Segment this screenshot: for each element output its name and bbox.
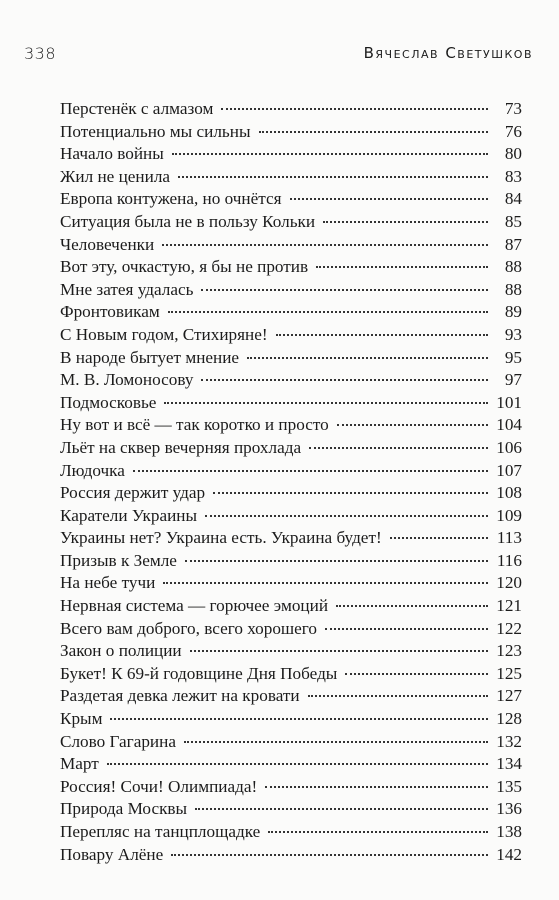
dot-leader — [308, 695, 488, 697]
toc-entry-title: Подмосковье — [60, 392, 157, 412]
page-header — [24, 36, 533, 70]
dot-leader — [213, 492, 488, 494]
dot-leader — [390, 537, 488, 539]
toc-entry — [60, 392, 522, 415]
toc-entry — [60, 121, 522, 144]
toc-entry — [60, 437, 522, 460]
toc-entry-page-number: 73 — [504, 99, 522, 118]
dot-leader — [171, 854, 488, 856]
toc-entry-title: В народе бытует мнение — [60, 347, 240, 367]
toc-entry-page-number: 132 — [496, 731, 522, 751]
dot-leader — [316, 266, 488, 268]
toc-entry — [60, 708, 522, 731]
dot-leader — [185, 560, 488, 562]
toc-entry-page-number: 107 — [496, 460, 522, 480]
toc-entry — [60, 324, 522, 347]
dot-leader — [107, 763, 488, 765]
toc-entry-page-number: 88 — [504, 279, 522, 299]
dot-leader — [276, 334, 488, 336]
dot-leader — [205, 515, 488, 517]
dot-leader — [337, 424, 488, 426]
dot-leader — [323, 221, 488, 223]
dot-leader — [201, 379, 488, 381]
toc-entry-title: Жил не ценила — [60, 166, 171, 186]
toc-entry-page-number: 108 — [496, 483, 522, 503]
toc-entry — [60, 482, 522, 505]
toc-entry-page-number: 127 — [496, 686, 522, 706]
toc-entry-page-number: 83 — [504, 166, 522, 186]
toc-entry — [60, 460, 522, 483]
dot-leader — [163, 582, 488, 584]
toc-entry-title: Ситуация была не в пользу Кольки — [60, 211, 316, 231]
toc-entry — [60, 753, 522, 776]
toc-entry-title: Россия! Сочи! Олимпиада! — [60, 776, 258, 796]
toc-entry-page-number: 80 — [504, 144, 522, 164]
dot-leader — [162, 244, 488, 246]
toc-entry-title: Природа Москвы — [60, 799, 188, 819]
toc-entry-page-number: 101 — [496, 392, 522, 412]
toc-entry-title: Букет! К 69-й годовщине Дня Победы — [60, 663, 338, 683]
toc-entry-title: Европа контужена, но очнётся — [60, 189, 282, 209]
dot-leader — [290, 198, 488, 200]
toc-entry — [60, 821, 522, 844]
page-number: 338 — [24, 43, 57, 63]
toc-entry — [60, 188, 522, 211]
toc-entry-page-number: 104 — [496, 415, 522, 435]
toc-entry-page-number: 123 — [496, 641, 522, 661]
dot-leader — [190, 650, 488, 652]
toc-entry-title: Каратели Украины — [60, 505, 198, 525]
toc-entry-title: Слово Гагарина — [60, 731, 176, 751]
toc-entry — [60, 618, 522, 641]
toc-entry-title: Вот эту, очкастую, я бы не против — [60, 257, 309, 277]
toc-entry — [60, 731, 522, 754]
toc-entry-page-number: 116 — [496, 550, 522, 570]
toc-entry-page-number: 106 — [496, 437, 522, 457]
running-head-author: Вячеслав Светушков — [363, 44, 533, 62]
toc-entry-title: Льёт на сквер вечерняя прохлада — [60, 437, 302, 457]
toc-entry-title: Закон о полиции — [60, 641, 182, 661]
dot-leader — [345, 673, 488, 675]
toc-entry-page-number: 87 — [504, 234, 522, 254]
dot-leader — [168, 311, 488, 313]
toc-entry — [60, 663, 522, 686]
toc-entry-title: Человеченки — [60, 234, 155, 254]
toc-entry-title: Повару Алёне — [60, 844, 164, 864]
dot-leader — [336, 605, 488, 607]
dot-leader — [325, 628, 488, 630]
toc-entry — [60, 301, 522, 324]
toc-entry-page-number: 93 — [504, 324, 522, 344]
dot-leader — [201, 289, 488, 291]
toc-entry-page-number: 135 — [496, 776, 522, 796]
toc-entry-title: Людочка — [60, 460, 125, 480]
toc-entry-title: Нервная система — горючее эмоций — [60, 596, 329, 616]
toc-entry — [60, 414, 522, 437]
dot-leader — [195, 808, 488, 810]
toc-entry — [60, 776, 522, 799]
toc-entry — [60, 505, 522, 528]
toc-entry — [60, 640, 522, 663]
toc-entry — [60, 550, 522, 573]
toc-entry-title: Россия держит удар — [60, 483, 206, 503]
dot-leader — [247, 357, 488, 359]
dot-leader — [221, 108, 488, 110]
toc-entry-page-number: 142 — [496, 844, 522, 864]
toc-entry — [60, 166, 522, 189]
toc-entry-title: Фронтовикам — [60, 302, 160, 322]
toc-entry-page-number: 121 — [496, 596, 522, 616]
toc-entry — [60, 798, 522, 821]
dot-leader — [133, 470, 488, 472]
dot-leader — [178, 176, 488, 178]
toc-entry-page-number: 125 — [496, 663, 522, 683]
dot-leader — [268, 831, 488, 833]
toc-entry — [60, 279, 522, 302]
toc-entry-page-number: 113 — [496, 528, 522, 548]
toc-entry-title: Потенциально мы сильны — [60, 121, 251, 141]
toc-entry — [60, 143, 522, 166]
toc-entry-title: Март — [60, 754, 99, 774]
table-of-contents — [60, 98, 522, 866]
dot-leader — [110, 718, 488, 720]
dot-leader — [172, 153, 488, 155]
toc-entry-page-number: 85 — [504, 211, 522, 231]
toc-entry-page-number: 76 — [504, 121, 522, 141]
toc-entry — [60, 256, 522, 279]
dot-leader — [184, 741, 488, 743]
toc-entry — [60, 211, 522, 234]
toc-entry-title: Начало войны — [60, 144, 164, 164]
toc-entry-page-number: 128 — [496, 709, 522, 729]
toc-entry — [60, 685, 522, 708]
toc-entry — [60, 572, 522, 595]
toc-entry-title: Призыв к Земле — [60, 550, 177, 570]
toc-entry — [60, 595, 522, 618]
toc-entry-page-number: 95 — [504, 347, 522, 367]
toc-entry-page-number: 89 — [504, 302, 522, 322]
toc-entry-page-number: 88 — [504, 257, 522, 277]
toc-entry-title: М. В. Ломоносову — [60, 370, 194, 390]
toc-entry-page-number: 97 — [504, 370, 522, 390]
toc-entry-title: Украины нет? Украина есть. Украина будет! — [60, 528, 382, 548]
toc-entry-title: На небе тучи — [60, 573, 156, 593]
toc-entry-page-number: 138 — [496, 822, 522, 841]
toc-entry-page-number: 109 — [496, 505, 522, 525]
dot-leader — [259, 131, 488, 133]
dot-leader — [309, 447, 488, 449]
toc-entry-title: Всего вам доброго, всего хорошего — [60, 618, 318, 638]
toc-entry — [60, 369, 522, 392]
toc-entry-title: Мне затея удалась — [60, 279, 194, 299]
toc-entry — [60, 98, 522, 121]
toc-entry-title: Крым — [60, 709, 103, 729]
toc-entry-title: Перепляс на танцплощадке — [60, 822, 261, 841]
toc-entry — [60, 347, 522, 370]
dot-leader — [265, 786, 488, 788]
toc-entry-page-number: 134 — [496, 754, 522, 774]
toc-entry-title: Перстенёк с алмазом — [60, 99, 214, 118]
toc-entry-page-number: 136 — [496, 799, 522, 819]
toc-entry-title: С Новым годом, Стихиряне! — [60, 324, 268, 344]
toc-entry-title: Ну вот и всё — так коротко и просто — [60, 415, 329, 435]
toc-entry-title: Раздетая девка лежит на кровати — [60, 686, 300, 706]
toc-entry-page-number: 120 — [496, 573, 522, 593]
toc-entry-page-number: 84 — [504, 189, 522, 209]
toc-entry — [60, 234, 522, 257]
dot-leader — [164, 402, 488, 404]
toc-entry — [60, 527, 522, 550]
toc-entry — [60, 844, 522, 867]
toc-entry-page-number: 122 — [496, 618, 522, 638]
